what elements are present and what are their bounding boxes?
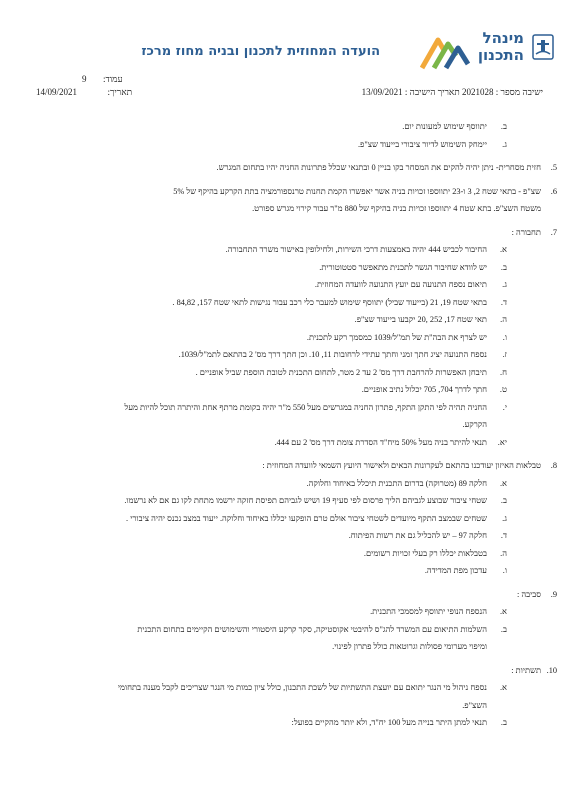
item-text: ומיפוי מערומי פסולות וגרוטאות כולל פתרון לפינוי. <box>332 642 487 651</box>
meeting-info: ישיבה מספר : 2021028 תאריך הישיבה : 13/09/2021 <box>361 87 543 97</box>
item-marker: א. <box>499 478 507 488</box>
item-marker: ו. <box>502 332 507 342</box>
item-text: משטח השצ"פ. בתא שטח 4 יתווספו זכויות בניה בהיקף של 880 מ"ר עבור קירוי מגרש ספורט. <box>252 204 541 213</box>
item-marker: 5. <box>550 163 557 172</box>
item-text: תנאי למתן היתר בנייה מעל 100 יח"ד, ולא יותר מהקיים בפועל: <box>291 718 487 727</box>
section-item <box>12 159 557 177</box>
item-marker: ה. <box>500 548 507 558</box>
section-item <box>12 457 557 475</box>
item-marker: 10. <box>546 665 557 675</box>
item-marker: 8. <box>550 461 557 470</box>
date-label: תאריך: <box>107 87 133 97</box>
item-text: שטחי ציבור שבוצע לגביהם הליך פרסום לפי סעיף 19 ושיש לגביהם תפיסת חזקה ירשמו מתחת לקו גם אם לא נרשמו. <box>124 496 487 505</box>
sub-item <box>12 241 553 259</box>
item-text: השלמות התיאום עם המשרד להג"ס להיבטי אקוסטיקה, סקר קרקע היסטורי והשימושים הקיימים בתחום התכנית <box>137 624 487 634</box>
planning-chevron-icon <box>420 34 470 70</box>
item-marker: ב. <box>500 122 507 131</box>
item-marker: ב. <box>500 718 507 727</box>
logo-line2: התכנון <box>477 46 524 64</box>
sub-item <box>12 364 553 382</box>
item-marker: ג. <box>502 139 507 149</box>
item-marker: ד. <box>500 531 507 540</box>
item-marker: י. <box>502 402 507 412</box>
item-marker: ב. <box>500 624 507 634</box>
item-text: השצ"פ. <box>462 700 487 710</box>
section-item <box>12 224 557 242</box>
page-value: 9 <box>82 74 87 84</box>
committee-title: הועדה המחוזית לתכנון ובניה מחוז מרכז <box>141 44 380 59</box>
document-header <box>0 0 565 80</box>
sub-item <box>12 329 553 347</box>
item-text: תאי שטח 17, 252 ,20 יקבעו בייעוד שצ"פ. <box>354 315 487 324</box>
sub-item <box>12 136 553 154</box>
logo-line1: מינהל <box>482 29 524 47</box>
item-marker: 9. <box>550 589 557 599</box>
sub-item <box>12 714 553 732</box>
sub-item <box>12 276 553 294</box>
item-marker: ח. <box>500 367 507 377</box>
item-marker: א. <box>499 607 507 616</box>
sub-item <box>12 527 553 545</box>
item-marker: ד. <box>500 297 507 307</box>
sub-item <box>12 562 553 580</box>
item-text: חתך לדרך 704, 705 יכלול נתיב אופניים. <box>361 385 487 394</box>
sub-item <box>12 545 553 563</box>
planning-administration-logo <box>392 26 562 74</box>
continuation-line <box>12 697 553 715</box>
item-text: הנספח הנופי יתווסף למסמכי התכנית. <box>370 607 487 616</box>
item-text: יש לצרף את הבה"ת של תמ"ל/1039 כמסמך רקע לתכנית. <box>306 332 487 342</box>
page-number <box>82 74 123 84</box>
document-body <box>12 118 557 732</box>
item-text: החניה תהיה לפי התקן התקף, פתרון החניה במגרשים מעל 550 מ"ר יהיה בקומת מרתף אחת והיתרה תוכל להיות מעל <box>124 402 487 412</box>
item-text: תחבורה : <box>511 227 541 237</box>
item-marker: ט. <box>499 385 507 394</box>
date-value: 14/09/2021 <box>36 87 78 97</box>
item-marker: ז. <box>502 350 507 359</box>
sub-item <box>12 381 553 399</box>
item-text: בתאי שטח 19, 21 (בייעוד שביל) יתווסף שימוש למעבר כלי רכב עבור נגישות לתאי שטח 157, 84,82 . <box>172 297 487 307</box>
sub-item <box>12 434 553 452</box>
item-marker: ב. <box>500 262 507 272</box>
item-marker: א. <box>499 683 507 692</box>
sub-item <box>12 118 553 136</box>
sub-item <box>12 294 553 312</box>
sub-item <box>12 311 553 329</box>
sub-item <box>12 475 553 493</box>
item-text: בטבלאות יכללו רק בעלי זכויות רשומים. <box>363 548 487 558</box>
item-marker: ו. <box>502 566 507 575</box>
item-text: תיאום נספח התנועה עם יועץ התנועה לוועדה המחוזית. <box>314 280 487 289</box>
continuation-line <box>12 638 553 656</box>
sub-item <box>12 259 553 277</box>
state-emblem-icon <box>532 34 554 60</box>
section-item <box>12 183 557 201</box>
item-text: יימחק השימוש לדיור ציבורי בייעוד שצ"פ. <box>357 139 487 149</box>
item-marker: ב. <box>500 496 507 505</box>
document-date <box>36 87 132 97</box>
item-text: יתווסף שימוש למעונות יום. <box>402 122 487 131</box>
item-marker: ה. <box>500 315 507 324</box>
sub-item <box>12 603 553 621</box>
continuation-line <box>12 416 553 434</box>
item-text: חלקה 89 (מטרוקה) בדרום התכנית תיכלל באיחוד וחלוקה. <box>306 478 487 488</box>
section-item <box>12 662 557 680</box>
sub-item <box>12 399 553 417</box>
sub-item <box>12 621 553 639</box>
item-text: שצ"פ - בתאי שטח 2, 3 ו-23 יתווספו זכויות בניה אשר יאפשרו הקמת תחנות טרנספורמציה בתת הקרקע בהיקף של 5% <box>173 186 541 196</box>
item-marker: יא. <box>497 437 507 447</box>
item-text: נספח התנועה יציג חתך זמני וחתך עתידי לרחובות 11, 10. וכן חתך דרך מס' 2 בהתאם לתמ"ל/1039. <box>178 350 487 359</box>
sub-item <box>12 679 553 697</box>
page-label: עמוד: <box>103 74 123 84</box>
item-text: עדכון מפת המדידה. <box>424 566 487 575</box>
item-text: שטחים שבמצב התקף מיועדים לשטחי ציבור אולם טרם הופקעו יכללו באיחוד וחלוקה. ייעוד במצב נכנס יהיה ציבורי . <box>126 513 487 523</box>
item-marker: ג. <box>502 513 507 523</box>
item-text: נספח ניהול מי הנגר יתואם עם יועצת התשתיות של לשכת התכנון, כולל ציון כמות מי הנגר שצריכים לקבל מענה בתחומי <box>117 683 487 692</box>
sub-item <box>12 492 553 510</box>
item-text: חלקה 97 – יש להכליל גם את רשות הפיתוח. <box>348 531 487 540</box>
item-marker: א. <box>499 245 507 254</box>
item-text: חזית מסחרית- ניתן יהיה להקים את המסחר בקו בניין 0 ובתנאי שכלל פתרונות החניה יהיו בתחום המגרש. <box>216 163 541 172</box>
sub-item <box>12 346 553 364</box>
item-marker: 7. <box>550 227 557 237</box>
logo-wordmark <box>478 30 524 64</box>
section-item <box>12 586 557 604</box>
item-text: טבלאות האיזון יעודכנו בהתאם לעקרונות הבאים ולאישור היועץ השמאי לוועדה המחוזית : <box>262 461 541 470</box>
item-text: החיבור לכביש 444 יהיה באמצעות דרכי השירות, ולחילופין באישור משרד התחבורה. <box>225 245 487 254</box>
item-text: תנאי להיתר בניה מעל 50% מיח"ד הסדרת צומת דרך מס' 2 עם 444. <box>274 437 487 447</box>
item-text: סביבה : <box>516 589 541 599</box>
sub-item <box>12 510 553 528</box>
item-marker: ג. <box>502 280 507 289</box>
continuation-line <box>12 200 553 218</box>
item-text: יש לוודא שחיבור הגשר לתכנית מתאפשר סטטוטורית. <box>319 262 487 272</box>
item-text: תיבחן האפשרות להרחבת דרך מס' 2 עד 2 מטר, לתחום התכנית לטובת הוספת שביל אופניים . <box>195 367 487 377</box>
item-marker: 6. <box>550 186 557 196</box>
item-text: תשתיות : <box>511 665 541 675</box>
item-text: הקרקע. <box>462 420 487 429</box>
